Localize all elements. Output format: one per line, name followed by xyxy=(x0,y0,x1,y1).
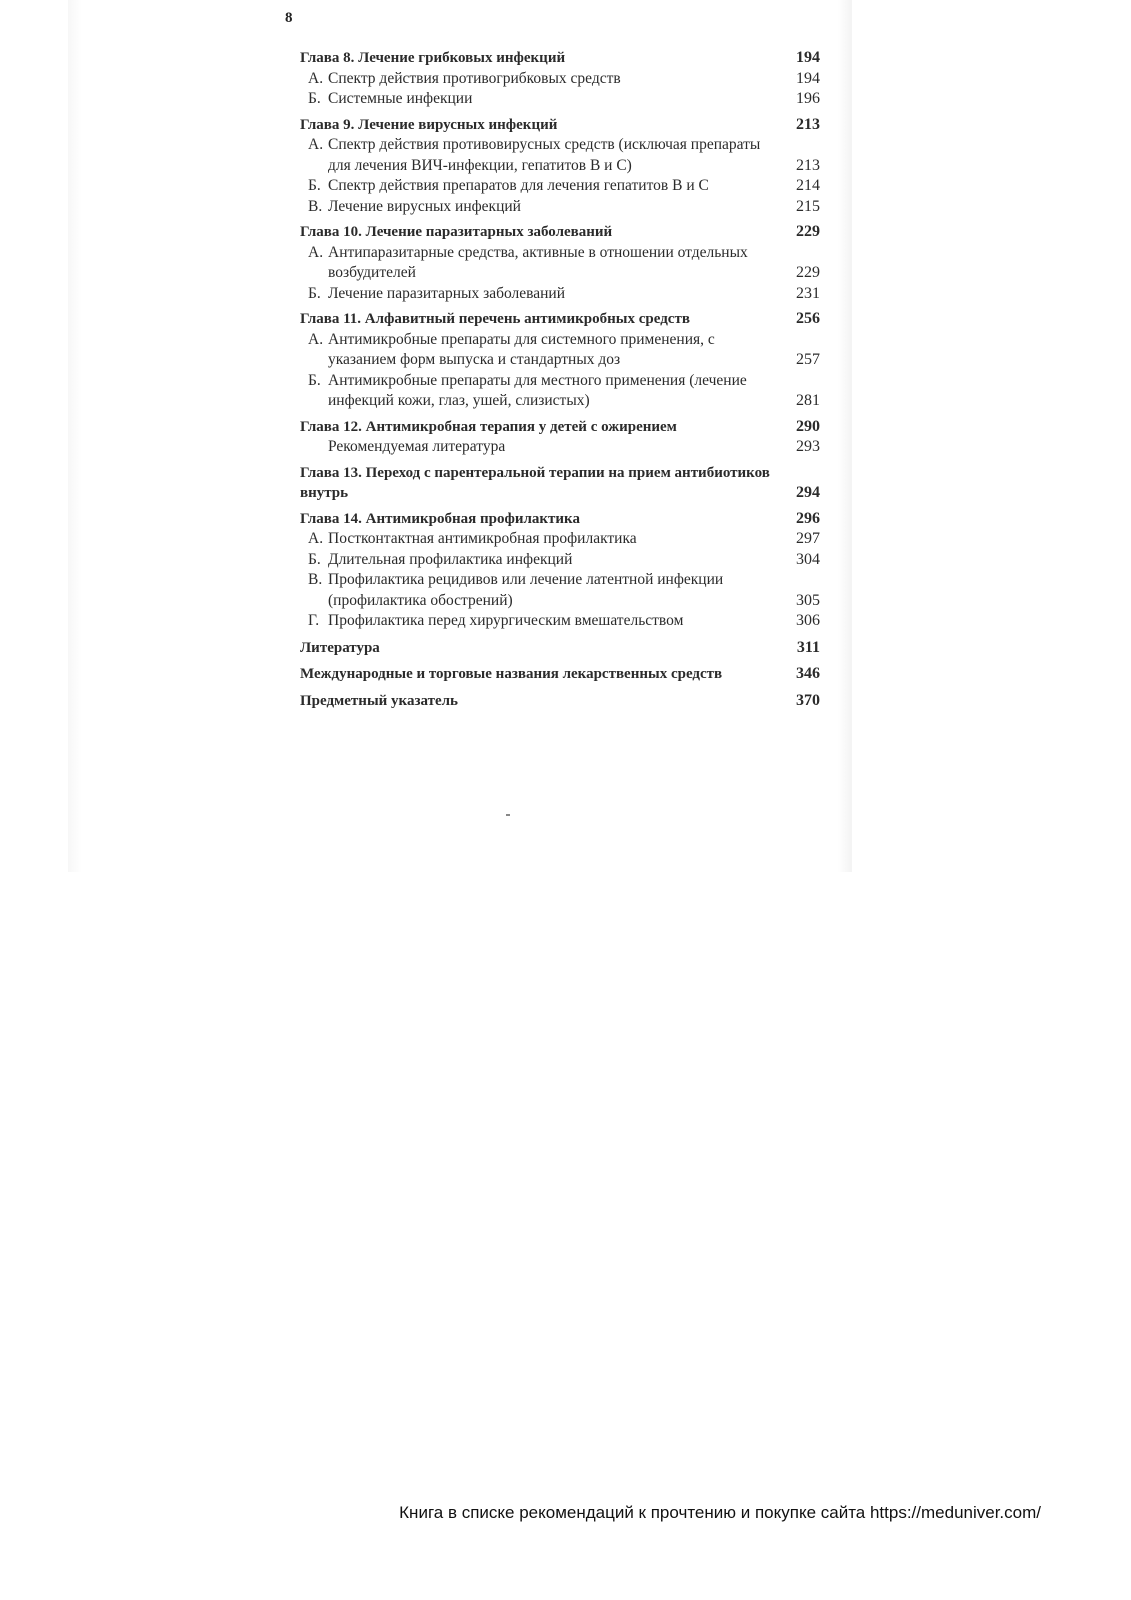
toc-entry-page: 294 xyxy=(796,484,820,501)
toc-entry-letter: Б. xyxy=(308,550,321,568)
toc-entry-page: 293 xyxy=(796,438,820,455)
toc-entry-page: 305 xyxy=(796,591,820,609)
toc-entry-page: 231 xyxy=(796,284,820,302)
toc-entry-page: 229 xyxy=(796,223,820,240)
toc-entry-page: 290 xyxy=(796,417,820,435)
toc-entry-title: Глава 11. Алфавитный перечень антимикробных средств xyxy=(300,311,690,327)
toc-subentry xyxy=(300,529,820,550)
toc-entry-page: 194 xyxy=(796,69,820,87)
toc-entry-page: 297 xyxy=(796,530,820,547)
toc-chapter xyxy=(300,48,820,69)
toc-entry-page: 196 xyxy=(796,90,820,107)
toc-entry-page: 346 xyxy=(796,665,820,682)
toc-entry-page: 311 xyxy=(796,638,820,656)
toc-entry-letter: Б. xyxy=(308,284,321,302)
toc-chapter xyxy=(300,309,820,330)
toc-entry-title: Спектр действия препаратов для лечения гепатитов В и С xyxy=(328,177,709,194)
toc-entry-page: 256 xyxy=(796,310,820,327)
toc-subentry xyxy=(300,437,820,458)
toc-entry-page: 304 xyxy=(796,550,820,568)
toc-entry-title: Рекомендуемая литература xyxy=(328,438,506,455)
toc-entry-page: 214 xyxy=(796,177,820,194)
toc-entry-title: Профилактика перед хирургическим вмешательством xyxy=(328,612,684,629)
toc-entry-page: 306 xyxy=(796,612,820,629)
toc-entry-page: 370 xyxy=(796,691,820,709)
toc-backmatter xyxy=(300,638,820,659)
toc-subentry xyxy=(300,197,820,218)
footer-note: Книга в списке рекомендаций к прочтению и покупке сайта https://meduniver.com/ xyxy=(399,1503,1041,1522)
toc-entry-page: 213 xyxy=(796,156,820,174)
toc-entry-title: Глава 12. Антимикробная терапия у детей с ожирением xyxy=(300,418,677,435)
toc-entry-title: Системные инфекции xyxy=(328,90,473,107)
toc-entry-letter: А. xyxy=(308,530,324,547)
toc-entry-title: Антимикробные препараты для местного применения (лечение инфекций кожи, глаз, ушей, слизистых) xyxy=(328,371,747,409)
toc-subentry xyxy=(300,570,820,611)
toc-entry-page: 215 xyxy=(796,197,820,215)
toc-entry-page: 296 xyxy=(796,509,820,527)
toc-entry-title: Антимикробные препараты для системного применения, с указанием форм выпуска и стандартных доз xyxy=(328,330,715,368)
toc-entry-page: 281 xyxy=(796,392,820,409)
toc-entry-letter: А. xyxy=(308,243,324,261)
toc-entry-page: 257 xyxy=(796,351,820,368)
toc-entry-title: Длительная профилактика инфекций xyxy=(328,550,573,568)
toc-entry-title: Профилактика рецидивов или лечение латентной инфекции (профилактика обострений) xyxy=(328,571,724,609)
toc-entry-title: Литература xyxy=(300,639,380,656)
toc-entry-letter: А. xyxy=(308,136,324,153)
toc-subentry xyxy=(300,611,820,632)
toc-entry-title: Глава 14. Антимикробная профилактика xyxy=(300,510,580,527)
toc-subentry xyxy=(300,89,820,110)
toc-entry-title: Спектр действия противогрибковых средств xyxy=(328,69,621,87)
toc-entry-title: Глава 8. Лечение грибковых инфекций xyxy=(300,50,566,66)
toc-subentry xyxy=(300,135,820,176)
toc-chapter xyxy=(300,115,820,136)
toc-subentry xyxy=(300,284,820,305)
toc-subentry xyxy=(300,176,820,197)
toc-chapter xyxy=(300,509,820,530)
toc-entry-title: Спектр действия противовирусных средств (исключая препараты для лечения ВИЧ-инфекции, гепатитов В и С) xyxy=(328,136,761,174)
page-number: 8 xyxy=(285,10,293,26)
toc-entry-letter: Б. xyxy=(308,371,321,389)
toc-backmatter xyxy=(300,664,820,685)
toc-entry-title: Лечение паразитарных заболеваний xyxy=(328,284,565,302)
toc-chapter xyxy=(300,463,820,504)
toc-entry-title: Глава 9. Лечение вирусных инфекций xyxy=(300,116,558,133)
toc-subentry xyxy=(300,371,820,412)
toc-entry-title: Международные и торговые названия лекарственных средств xyxy=(300,666,723,682)
toc-entry-letter: Г. xyxy=(308,612,320,629)
toc-subentry xyxy=(300,330,820,371)
toc-entry-title: Предметный указатель xyxy=(300,692,458,709)
toc-entry-page: 213 xyxy=(796,115,820,133)
toc-subentry xyxy=(300,550,820,571)
toc-entry-letter: А. xyxy=(308,69,324,87)
toc-subentry xyxy=(300,69,820,90)
toc-entry-letter: В. xyxy=(308,571,323,588)
scan-speck xyxy=(506,814,510,816)
toc-subentry xyxy=(300,243,820,284)
toc-entry-title: Антипаразитарные средства, активные в отношении отдельных возбудителей xyxy=(328,243,748,281)
toc-chapter xyxy=(300,222,820,243)
toc-backmatter xyxy=(300,691,820,712)
toc-entry-title: Постконтактная антимикробная профилактика xyxy=(328,530,637,547)
table-of-contents xyxy=(300,48,820,711)
toc-entry-letter: Б. xyxy=(308,177,321,194)
toc-entry-page: 229 xyxy=(796,264,820,281)
toc-entry-title: Глава 13. Переход с парентеральной терапии на прием антибиотиков внутрь xyxy=(300,464,770,501)
toc-entry-title: Глава 10. Лечение паразитарных заболеваний xyxy=(300,224,613,240)
toc-entry-title: Лечение вирусных инфекций xyxy=(328,197,521,215)
toc-entry-letter: Б. xyxy=(308,90,321,107)
toc-entry-letter: В. xyxy=(308,197,323,215)
toc-entry-page: 194 xyxy=(796,49,820,66)
toc-chapter xyxy=(300,417,820,438)
toc-entry-letter: А. xyxy=(308,330,324,348)
